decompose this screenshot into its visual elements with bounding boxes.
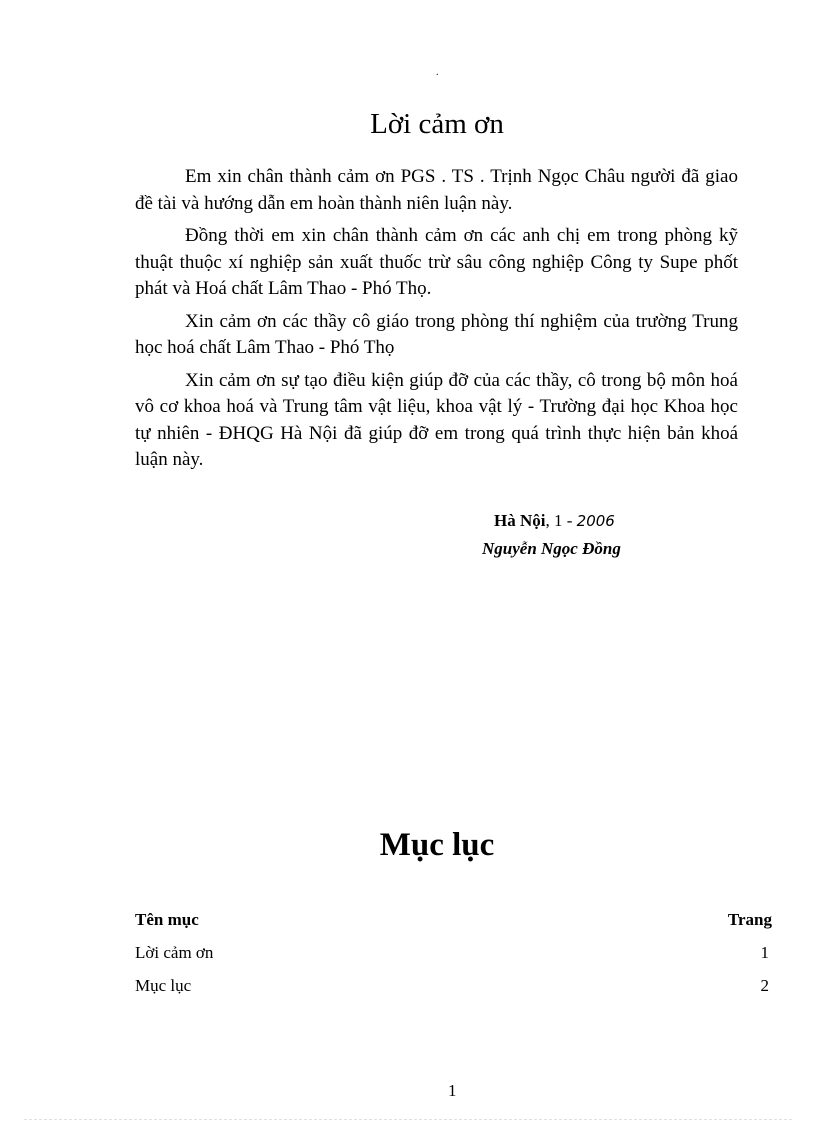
table-of-contents bbox=[135, 905, 772, 1004]
toc-entry-page: 1 bbox=[760, 943, 769, 962]
toc-title: Mục lục bbox=[379, 827, 495, 863]
acknowledgement-title: Lời cảm ơn bbox=[370, 108, 504, 140]
toc-header-row bbox=[135, 905, 772, 938]
paragraph: Đồng thời em xin chân thành cảm ơn các anh chị em trong phòng kỹ thuật thuộc xí nghiệp sản xuất thuốc trừ sâu công nghiệp Công ty Supe phốt phát và Hoá chất Lâm Thao - Phó Thọ. bbox=[135, 225, 738, 299]
paragraph: Em xin chân thành cảm ơn PGS . TS . Trịnh Ngọc Châu người đã giao đề tài và hướng dẫn em hoàn thành niên luận này. bbox=[135, 166, 738, 214]
toc-header-page: Trang bbox=[727, 910, 772, 929]
toc-entry-name: Mục lục bbox=[135, 976, 192, 995]
signature-author: Nguyễn Ngọc Đồng bbox=[482, 539, 621, 558]
paragraph: Xin cảm ơn sự tạo điều kiện giúp đỡ của các thầy, cô trong bộ môn hoá vô cơ khoa hoá và Trung tâm vật liệu, khoa vật lý - Trường đại học Khoa học tự nhiên - ĐHQG Hà Nội đã giúp đỡ em trong quá trình thực hiện bản khoá luận này. bbox=[135, 369, 738, 470]
page-number: 1 bbox=[448, 1081, 457, 1100]
toc-entry[interactable] bbox=[135, 971, 772, 1004]
header-mark: . bbox=[436, 67, 439, 78]
acknowledgement-body bbox=[135, 164, 738, 480]
page-divider bbox=[24, 1119, 792, 1120]
paragraph: Xin cảm ơn các thầy cô giáo trong phòng thí nghiệm của trường Trung học hoá chất Lâm Thao - Phó Thọ bbox=[135, 310, 738, 358]
signature-date-sep: , 1 - bbox=[545, 511, 577, 530]
toc-entry-name: Lời cảm ơn bbox=[135, 943, 214, 962]
place-date bbox=[482, 507, 621, 535]
toc-header-name: Tên mục bbox=[135, 910, 199, 929]
signature-place: Hà Nội bbox=[494, 511, 546, 530]
signature-block bbox=[482, 507, 621, 562]
signature-year: 2006 bbox=[576, 512, 615, 530]
toc-entry[interactable] bbox=[135, 938, 772, 971]
toc-entry-page: 2 bbox=[760, 976, 769, 995]
